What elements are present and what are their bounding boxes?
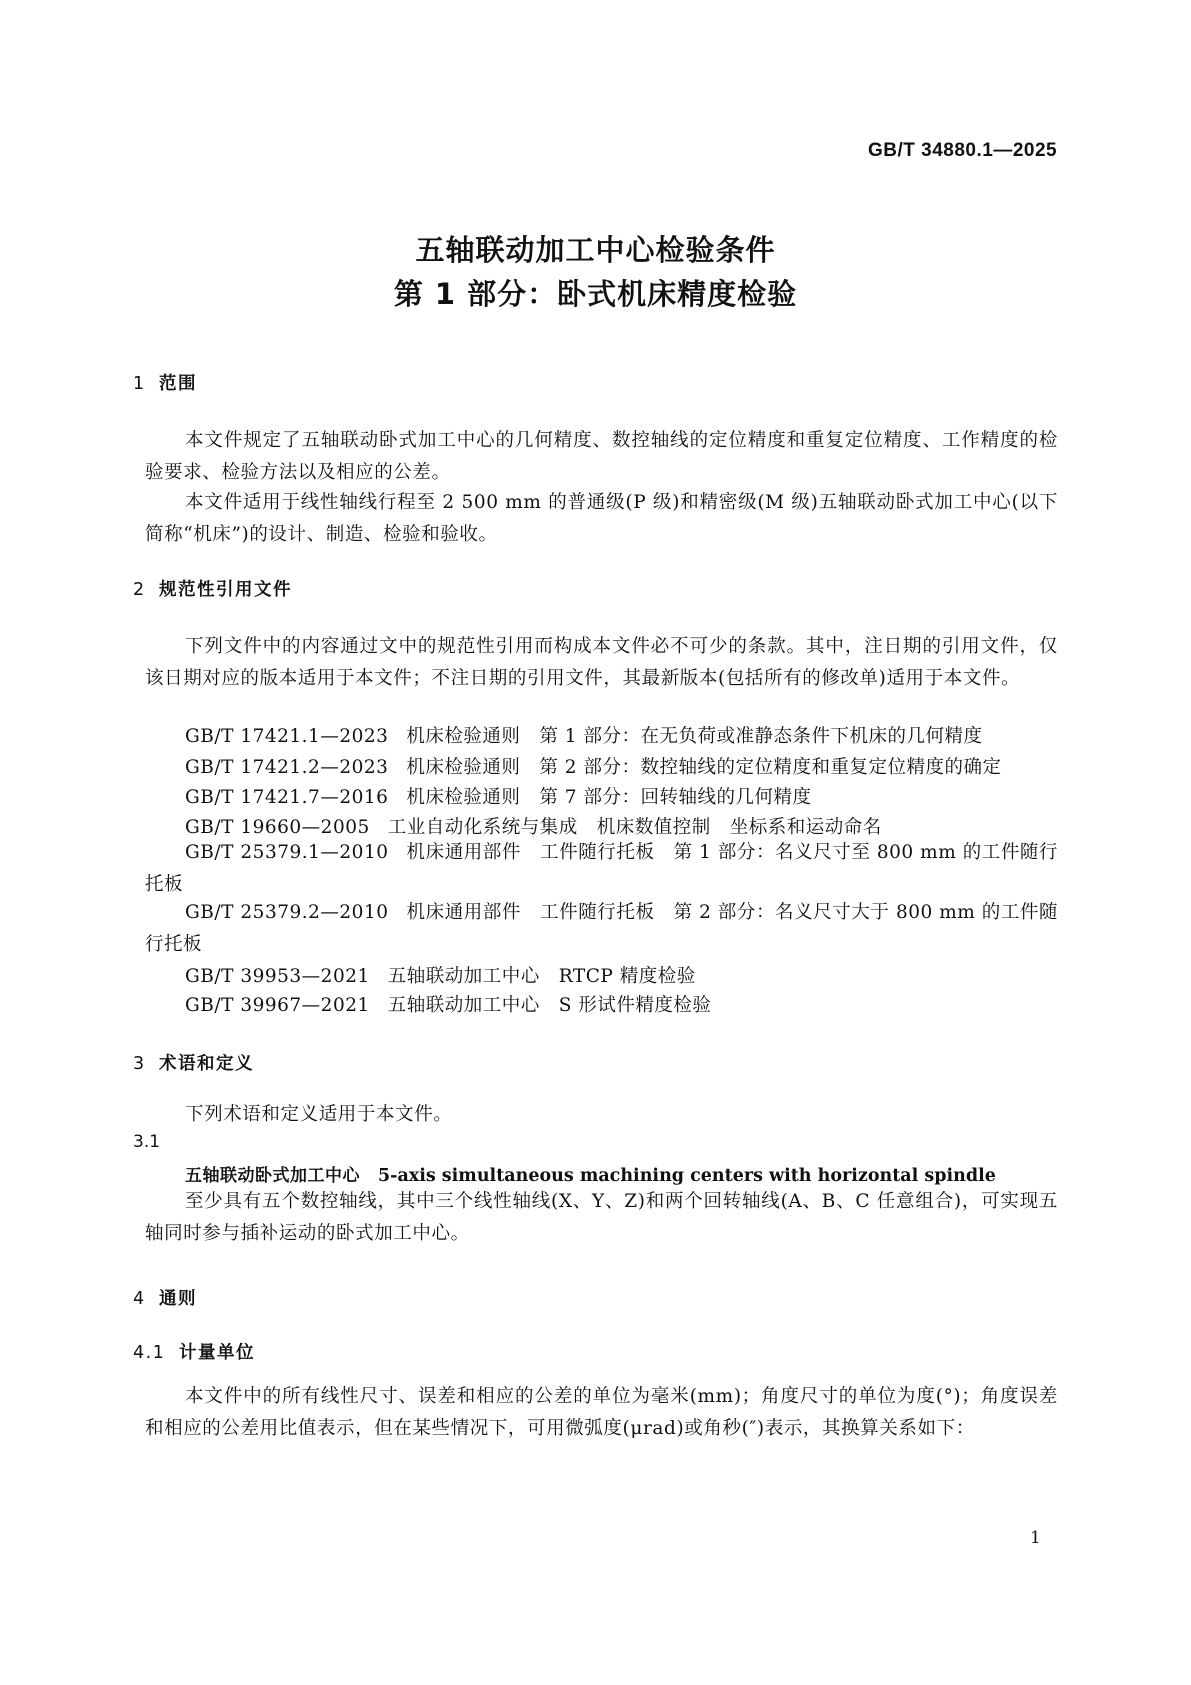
reference-item (185, 991, 711, 1017)
section-title: 术语和定义 (159, 1054, 254, 1074)
section-number: 2 (133, 580, 146, 600)
section-1-paragraph-1: 本文件规定了五轴联动卧式加工中心的几何精度、数控轴线的定位精度和重复定位精度、工作精度的检验要求、检验方法以及相应的公差。 (145, 430, 1058, 483)
section-3-paragraph-1: 下列术语和定义适用于本文件。 (185, 1104, 453, 1125)
section-1-paragraph-2: 本文件适用于线性轴线行程至 2 500 mm 的普通级(P 级)和精密级(M 级)五轴联动卧式加工中心(以下简称“机床”)的设计、制造、检验和验收。 (145, 492, 1058, 545)
subsection-number: 3.1 (133, 1132, 161, 1152)
section-title: 规范性引用文件 (159, 580, 292, 600)
reference-code: GB/T 19660—2005 (185, 817, 370, 838)
reference-title: 五轴联动加工中心 S 形试件精度检验 (387, 995, 712, 1016)
reference-code: GB/T 39967—2021 (185, 995, 370, 1016)
section-4-heading (133, 1285, 197, 1310)
section-number: 3 (133, 1054, 146, 1074)
reference-title: 机床通用部件 工件随行托板 第 1 部分：名义尺寸至 800 mm 的工件随行托板 (145, 842, 1058, 895)
page-number: 1 (1030, 1528, 1041, 1548)
title-line-2: 第 1 部分：卧式机床精度检验 (393, 277, 798, 311)
section-3-heading (133, 1050, 254, 1075)
reference-title: 工业自动化系统与集成 机床数值控制 坐标系和运动命名 (387, 817, 882, 838)
title-line-1: 五轴联动加工中心检验条件 (415, 233, 776, 267)
reference-title: 机床检验通则 第 1 部分：在无负荷或准静态条件下机床的几何精度 (406, 726, 983, 747)
reference-title: 五轴联动加工中心 RTCP 精度检验 (387, 966, 696, 987)
term-chinese: 五轴联动卧式加工中心 (185, 1166, 360, 1186)
subsection-title: 计量单位 (179, 1343, 255, 1363)
section-number: 4 (133, 1289, 146, 1309)
term-definition: 至少具有五个数控轴线，其中三个线性轴线(X、Y、Z)和两个回转轴线(A、B、C 任意组合)，可实现五轴同时参与插补运动的卧式加工中心。 (145, 1191, 1058, 1244)
reference-title: 机床通用部件 工件随行托板 第 2 部分：名义尺寸大于 800 mm 的工件随行托板 (145, 902, 1058, 955)
reference-code: GB/T 39953—2021 (185, 966, 370, 987)
subsection-4-1-heading (133, 1339, 255, 1364)
reference-code: GB/T 17421.1—2023 (185, 726, 389, 747)
section-number: 1 (133, 374, 146, 394)
reference-title: 机床检验通则 第 7 部分：回转轴线的几何精度 (406, 787, 812, 808)
reference-item (185, 722, 982, 748)
term-entry (185, 1161, 996, 1186)
reference-item (185, 962, 696, 988)
subsection-number: 4.1 (133, 1343, 166, 1363)
reference-item (185, 783, 811, 809)
reference-item (185, 753, 1001, 779)
reference-title: 机床检验通则 第 2 部分：数控轴线的定位精度和重复定位精度的确定 (406, 757, 1002, 778)
section-title: 通则 (159, 1289, 197, 1309)
term-english: 5-axis simultaneous machining centers with horizontal spindle (378, 1166, 996, 1186)
reference-code: GB/T 25379.1—2010 (185, 842, 389, 863)
section-4-paragraph-1: 本文件中的所有线性尺寸、误差和相应的公差的单位为毫米(mm)；角度尺寸的单位为度(°)；角度误差和相应的公差用比值表示，但在某些情况下，可用微弧度(μrad)或角秒(″)表示，其换算关系如下： (145, 1386, 1058, 1439)
section-2-paragraph-1: 下列文件中的内容通过文中的规范性引用而构成本文件必不可少的条款。其中，注日期的引用文件，仅该日期对应的版本适用于本文件；不注日期的引用文件，其最新版本(包括所有的修改单)适用于本文件。 (145, 636, 1058, 689)
reference-code: GB/T 17421.7—2016 (185, 787, 389, 808)
section-1-heading (133, 370, 197, 395)
reference-item (185, 813, 882, 839)
reference-item (145, 837, 1058, 901)
reference-item (145, 897, 1058, 961)
reference-code: GB/T 25379.2—2010 (185, 902, 389, 923)
standard-code: GB/T 34880.1—2025 (868, 140, 1058, 161)
section-2-heading (133, 576, 292, 601)
reference-code: GB/T 17421.2—2023 (185, 757, 389, 778)
section-title: 范围 (159, 374, 197, 394)
